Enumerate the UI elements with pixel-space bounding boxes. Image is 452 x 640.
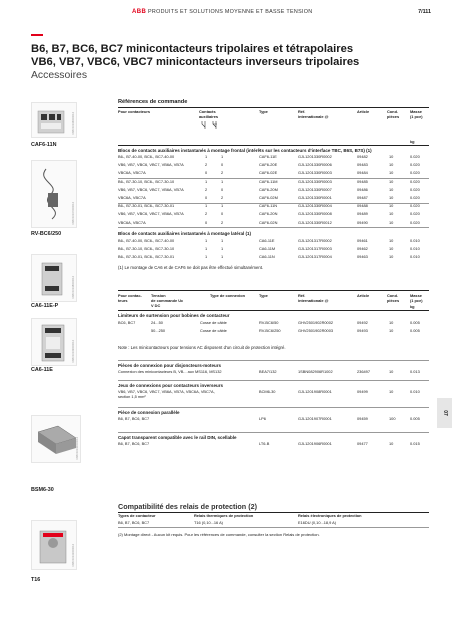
col-header-contacts: Contacts bbox=[199, 109, 216, 114]
cell-desc: B6, B7, BC6, BC7 bbox=[118, 441, 150, 446]
cell-mass: 0.020 bbox=[410, 195, 420, 200]
cell-no: 1 bbox=[205, 254, 208, 260]
cell-type: CAF6-02E bbox=[259, 170, 278, 176]
cell-article: 09483 bbox=[357, 162, 368, 168]
cell-cond: 10 bbox=[389, 369, 394, 374]
col-header-aux: auxiliaires bbox=[199, 114, 219, 119]
cell-article: 236497 bbox=[357, 369, 370, 374]
product-image-rv bbox=[31, 160, 77, 228]
product-image-caf6 bbox=[31, 102, 77, 138]
image-code: 1SBC101370F0014 bbox=[72, 202, 75, 225]
cell-cond: 10 bbox=[389, 238, 394, 243]
product-image-bsm6 bbox=[31, 415, 81, 463]
cell-article: 09488 bbox=[357, 203, 368, 209]
cell-type: CAF6-20M bbox=[259, 186, 278, 192]
cell-cond: 10 bbox=[389, 154, 394, 159]
col-header-mass2: (1 pce) bbox=[410, 298, 423, 303]
cell-cond: 10 bbox=[389, 328, 394, 333]
product-label-t16: T16 bbox=[31, 577, 41, 583]
cell-type: CAF6-11E bbox=[259, 154, 277, 159]
col-header-cond: Cond. bbox=[387, 293, 399, 298]
limiter-note: Note : Les minicontacteurs pour tensions AC disposent d'un circuit de protection intégré. bbox=[118, 345, 286, 350]
cell-contactors: VBC6A, VBC7A bbox=[118, 195, 146, 200]
cell-ref: GJL1201330R0007 bbox=[298, 186, 332, 192]
cell-no: 0 bbox=[205, 219, 208, 225]
cell-article: 09477 bbox=[357, 441, 368, 446]
cell-contactors: B6-, B7-40-00, BC6-, BC7-40-00 bbox=[118, 154, 175, 159]
cell-type: CA6-11M bbox=[259, 246, 276, 252]
cell-voltage: 50...250 bbox=[151, 328, 166, 333]
cell-article: 09489 bbox=[357, 211, 368, 217]
product-image-ca6-p bbox=[31, 254, 77, 302]
section-divider bbox=[118, 407, 429, 408]
cell-ref: GHV2501902R0003 bbox=[298, 328, 334, 333]
page-title-line1: B6, B7, BC6, BC7 minicontacteurs tripolaires et tétrapolaires bbox=[31, 43, 354, 55]
cell-type: BEA7/132 bbox=[259, 369, 277, 374]
cell-ref: GJL1201330R0012 bbox=[298, 219, 332, 225]
cell-article: 09463 bbox=[357, 254, 368, 260]
cell-no: 1 bbox=[205, 203, 208, 209]
cell-mass: 0.020 bbox=[410, 203, 420, 209]
image-code: 1SBC101400F0014 bbox=[76, 437, 79, 460]
cell-type: LT6-B bbox=[259, 441, 270, 446]
product-image-ca6 bbox=[31, 318, 77, 366]
divider bbox=[118, 310, 429, 311]
compat-cell-contactor: B6, B7, BC6, BC7 bbox=[118, 520, 150, 525]
cell-cond: 10 bbox=[389, 203, 394, 209]
cell-no: 2 bbox=[205, 162, 208, 168]
cell-mass: 0.005 bbox=[410, 416, 420, 421]
image-code: 1SBC101410F0014 bbox=[72, 544, 75, 567]
cell-ref: GJL1201317R0003 bbox=[298, 246, 332, 252]
cell-nc: 2 bbox=[221, 219, 224, 225]
cell-mass: 0.010 bbox=[410, 238, 420, 243]
cell-type: RV-BC6/250 bbox=[259, 328, 281, 333]
cell-mass: 0.020 bbox=[410, 154, 420, 159]
compat-cell-electronic: E16DU (0,10...18,9 A) bbox=[298, 520, 337, 525]
divider bbox=[118, 145, 429, 146]
cell-mass: 0.020 bbox=[410, 162, 420, 168]
cell-type: BCM6-30 bbox=[259, 389, 276, 394]
col-header-ref2: internationale @ bbox=[298, 298, 329, 303]
col-header-voltage: Tension bbox=[151, 293, 166, 298]
part-title: Pièce de connexion parallèle bbox=[118, 410, 180, 415]
cell-article: 09487 bbox=[357, 195, 368, 200]
cell-nc: 1 bbox=[221, 246, 224, 252]
image-code: 1SBC101360F0014 bbox=[72, 112, 75, 135]
cell-desc: VB6, VB7, VBC6, VBC7, VB6A, VB7A, VBC6A, VBC7A, bbox=[118, 389, 215, 394]
cell-nc: 0 bbox=[221, 186, 224, 192]
section-divider bbox=[118, 360, 429, 361]
contact-symbols-icon bbox=[199, 121, 223, 129]
cell-type: RV-BC6/50 bbox=[259, 320, 279, 325]
footnote-2: (2) Montage direct - Aucun kit requis. Pour les références de commande, consulter la section Relais de protection. bbox=[118, 532, 320, 537]
col-header-article: Article bbox=[357, 293, 370, 298]
image-code: 1SBC101390F0014 bbox=[72, 340, 75, 363]
page-title-line2: VB6, VB7, VBC6, VBC7 minicontacteurs inverseurs tripolaires bbox=[31, 56, 360, 68]
page-header bbox=[0, 9, 452, 19]
cell-nc: 1 bbox=[221, 178, 224, 184]
unit-kg: kg bbox=[410, 139, 415, 144]
order-references-title: Références de commande bbox=[118, 99, 188, 105]
cell-contactors: VBC6A, VBC7A bbox=[118, 219, 146, 225]
cell-article: 09484 bbox=[357, 170, 368, 176]
col-header-type: Type bbox=[259, 109, 268, 114]
cell-no: 1 bbox=[205, 154, 208, 159]
cell-article: 09462 bbox=[357, 246, 368, 252]
part-title: Capot transparent compatible avec le rail DIN, scellable bbox=[118, 435, 237, 440]
cell-nc: 1 bbox=[221, 254, 224, 260]
cell-cond: 100 bbox=[389, 416, 396, 421]
col-header-mass2: (1 pce) bbox=[410, 114, 423, 119]
cell-mass: 0.020 bbox=[410, 186, 420, 192]
cell-cond: 10 bbox=[389, 162, 394, 168]
cell-ref: 1SBN082906R1002 bbox=[298, 369, 333, 374]
cell-contactors: VB6, VB7, VBC6, VBC7, VB6A, VB7A bbox=[118, 211, 184, 217]
col-header-for-contactors: Pour contac- bbox=[118, 293, 142, 298]
cell-connection: Cosse de câble bbox=[200, 320, 227, 325]
cell-ref: GJL1201317R0002 bbox=[298, 238, 332, 243]
cell-mass: 0.020 bbox=[410, 219, 420, 225]
col-header-type: Type bbox=[259, 293, 268, 298]
chapter-tab-label: 07 bbox=[441, 410, 448, 416]
cell-mass: 0.005 bbox=[410, 328, 420, 333]
cell-cond: 10 bbox=[389, 246, 394, 252]
cell-type: CAF6-02M bbox=[259, 195, 278, 200]
limiter-title: Limiteurs de surtension pour bobines de contacteur bbox=[118, 313, 230, 318]
front-section-title: Blocs de contacts auxiliaires instantanés à montage frontal (intérêts sur les contacteurs d'interface TBC, B6S, B7S) (1) bbox=[118, 148, 372, 153]
section-divider bbox=[118, 380, 429, 381]
cell-article: 09485 bbox=[357, 178, 368, 184]
cell-type: CAF6-02N bbox=[259, 219, 278, 225]
product-label-ca6-p: CA6-11E-P bbox=[31, 303, 59, 309]
cell-cond: 10 bbox=[389, 320, 394, 325]
col-header-cond: Cond. bbox=[387, 109, 399, 114]
cell-type: LP6 bbox=[259, 416, 266, 421]
cell-connection: Cosse de câble bbox=[200, 328, 227, 333]
cell-article: 09490 bbox=[357, 219, 368, 225]
cell-article: 09499 bbox=[357, 389, 368, 394]
compat-col-electronic: Relais électroniques de protection bbox=[298, 513, 362, 518]
compat-col-thermal: Relais thermiques de protection bbox=[194, 513, 254, 518]
cell-cond: 10 bbox=[389, 211, 394, 217]
cell-no: 0 bbox=[205, 195, 208, 200]
col-header-cond2: pièces bbox=[387, 298, 400, 303]
cell-ref: GJL1201330R0006 bbox=[298, 162, 332, 168]
product-label-bsm6: BSM6-30 bbox=[31, 487, 54, 493]
col-header-voltage-2: de commande Uc bbox=[151, 298, 184, 303]
cell-contactors: BC6, BC7 bbox=[118, 320, 136, 325]
cell-cond: 10 bbox=[389, 195, 394, 200]
col-header-article: Article bbox=[357, 109, 370, 114]
page-number: 7/111 bbox=[418, 9, 431, 15]
cell-mass: 0.010 bbox=[410, 254, 420, 260]
cell-article: 09492 bbox=[357, 320, 368, 325]
cell-ref: GJL1201330R0003 bbox=[298, 178, 332, 184]
cell-desc: B6, B7, BC6, BC7 bbox=[118, 416, 150, 421]
cell-type: CAF6-20E bbox=[259, 162, 278, 168]
cell-cond: 10 bbox=[389, 441, 394, 446]
col-header-contactors: Pour contacteurs bbox=[118, 109, 150, 114]
page-subtitle: Accessoires bbox=[31, 70, 88, 81]
divider bbox=[118, 527, 429, 528]
col-header-cond2: pièces bbox=[387, 114, 400, 119]
cell-no: 0 bbox=[205, 170, 208, 176]
cell-type: CAF6-11M bbox=[259, 178, 278, 184]
cell-desc-2: section 1,5 mm² bbox=[118, 394, 146, 399]
cell-nc: 2 bbox=[221, 195, 224, 200]
cell-mass: 0.010 bbox=[410, 389, 420, 394]
cell-cond: 10 bbox=[389, 170, 394, 176]
cell-no: 2 bbox=[205, 211, 208, 217]
cell-cond: 10 bbox=[389, 186, 394, 192]
divider bbox=[118, 512, 429, 513]
cell-contactors: VB6, VB7, VBC6, VBC7, VB6A, VB7A bbox=[118, 186, 184, 192]
cell-contactors: B6-, B7-30-01, BC6-, BC7-30-01 bbox=[118, 203, 175, 209]
image-code: 1SBC101380F0014 bbox=[72, 276, 75, 299]
cell-nc: 0 bbox=[221, 211, 224, 217]
col-header-mass: Masse bbox=[410, 293, 422, 298]
lateral-section-title: Blocs de contacts auxiliaires instantanés à montage latéral (1) bbox=[118, 231, 252, 236]
cell-desc: Connexion des minicontacteurs B, VB... aux MS116, MS132 bbox=[118, 369, 222, 374]
cell-cond: 10 bbox=[389, 254, 394, 260]
divider bbox=[118, 290, 429, 291]
cell-article: 09461 bbox=[357, 238, 368, 243]
cell-no: 1 bbox=[205, 238, 208, 243]
col-header-for-contactors-2: teurs bbox=[118, 298, 128, 303]
cell-nc: 1 bbox=[221, 203, 224, 209]
cell-ref: GJL1201908R0001 bbox=[298, 389, 332, 394]
product-image-t16 bbox=[31, 520, 77, 570]
cell-mass: 0.005 bbox=[410, 320, 420, 325]
cell-mass: 0.020 bbox=[410, 211, 420, 217]
brand-logo: ABB bbox=[132, 9, 147, 15]
cell-type: CAF6-20N bbox=[259, 211, 278, 217]
cell-nc: 1 bbox=[221, 238, 224, 243]
footnote-1: (1) Le montage de CA6 et de CAF6 ne doit pas être effectué simultanément. bbox=[118, 265, 264, 270]
cell-article: 09486 bbox=[357, 186, 368, 192]
compat-cell-thermal: T16 (0,10...16 A) bbox=[194, 520, 223, 525]
cell-type: CA6-11E bbox=[259, 238, 275, 243]
col-header-ref: Réf. bbox=[298, 293, 306, 298]
cell-cond: 10 bbox=[389, 178, 394, 184]
cell-ref: GJL1201907R0001 bbox=[298, 416, 332, 421]
col-header-mass: Masse bbox=[410, 109, 422, 114]
cell-mass: 0.013 bbox=[410, 369, 420, 374]
cell-contactors: B6-, B7-30-01, BC6-, BC7-30-01 bbox=[118, 254, 175, 260]
cell-contactors: VBC6A, VBC7A bbox=[118, 170, 146, 176]
col-header-voltage-3: V DC bbox=[151, 303, 161, 308]
cell-ref: GJL1201330R0003 bbox=[298, 170, 332, 176]
section-divider bbox=[118, 432, 429, 433]
cell-article: 09459 bbox=[357, 416, 368, 421]
cell-no: 2 bbox=[205, 186, 208, 192]
cell-voltage: 24...50 bbox=[151, 320, 163, 325]
col-header-ref: Réf. bbox=[298, 109, 306, 114]
cell-type: CA6-11N bbox=[259, 254, 275, 260]
cell-ref: GJL1201330R0008 bbox=[298, 211, 332, 217]
cell-contactors: B6-, B7-40-00, BC6-, BC7-40-00 bbox=[118, 238, 175, 243]
cell-mass: 0.020 bbox=[410, 170, 420, 176]
cell-contactors: B6-, B7-30-10, BC6-, BC7-30-10 bbox=[118, 178, 175, 184]
cell-mass: 0.010 bbox=[410, 246, 420, 252]
cell-ref: GJL1201330R0004 bbox=[298, 203, 332, 209]
cell-ref: GJL1201317R0004 bbox=[298, 254, 332, 260]
cell-nc: 2 bbox=[221, 170, 224, 176]
product-label-ca6: CA6-11E bbox=[31, 367, 53, 373]
cell-ref: GJL1201330R0002 bbox=[298, 154, 332, 159]
cell-cond: 10 bbox=[389, 389, 394, 394]
cell-type: CAF6-11N bbox=[259, 203, 278, 209]
cell-nc: 1 bbox=[221, 154, 224, 159]
cell-no: 1 bbox=[205, 178, 208, 184]
cell-mass: 0.020 bbox=[410, 178, 420, 184]
cell-article: 09493 bbox=[357, 328, 368, 333]
cell-article: 09482 bbox=[357, 154, 368, 159]
cell-ref: GJL1201906R0001 bbox=[298, 441, 332, 446]
divider bbox=[118, 107, 429, 108]
cell-contactors: B6-, B7-30-10, BC6-, BC7-30-10 bbox=[118, 246, 175, 252]
part-title: Pièces de connexion pour disjoncteurs-moteurs bbox=[118, 363, 222, 368]
col-header-ref2: internationale @ bbox=[298, 114, 329, 119]
col-header-mass-unit: kg bbox=[410, 304, 415, 309]
col-header-connection: Type de connexion bbox=[210, 293, 245, 298]
product-label-caf6: CAF6-11N bbox=[31, 142, 57, 148]
cell-ref: GJL1201330R0001 bbox=[298, 195, 332, 200]
chapter-tab bbox=[437, 398, 452, 428]
cell-contactors: VB6, VB7, VBC6, VBC7, VB6A, VB7A bbox=[118, 162, 184, 168]
product-label-rv: RV-BC6/250 bbox=[31, 231, 62, 237]
row-divider bbox=[118, 227, 429, 228]
compat-title: Compatibilité des relais de protection (2) bbox=[118, 502, 257, 511]
part-title: Jeux de connexions pour contacteurs inverseurs bbox=[118, 383, 224, 388]
cell-cond: 10 bbox=[389, 219, 394, 225]
compat-col-contactor: Types de contacteur bbox=[118, 513, 156, 518]
cell-ref: GHV2501902R0002 bbox=[298, 320, 334, 325]
cell-mass: 0.015 bbox=[410, 441, 420, 446]
section-title: PRODUITS ET SOLUTIONS MOYENNE ET BASSE TENSION bbox=[148, 9, 313, 15]
accent-bar bbox=[31, 34, 43, 36]
cell-no: 1 bbox=[205, 246, 208, 252]
cell-nc: 0 bbox=[221, 162, 224, 168]
